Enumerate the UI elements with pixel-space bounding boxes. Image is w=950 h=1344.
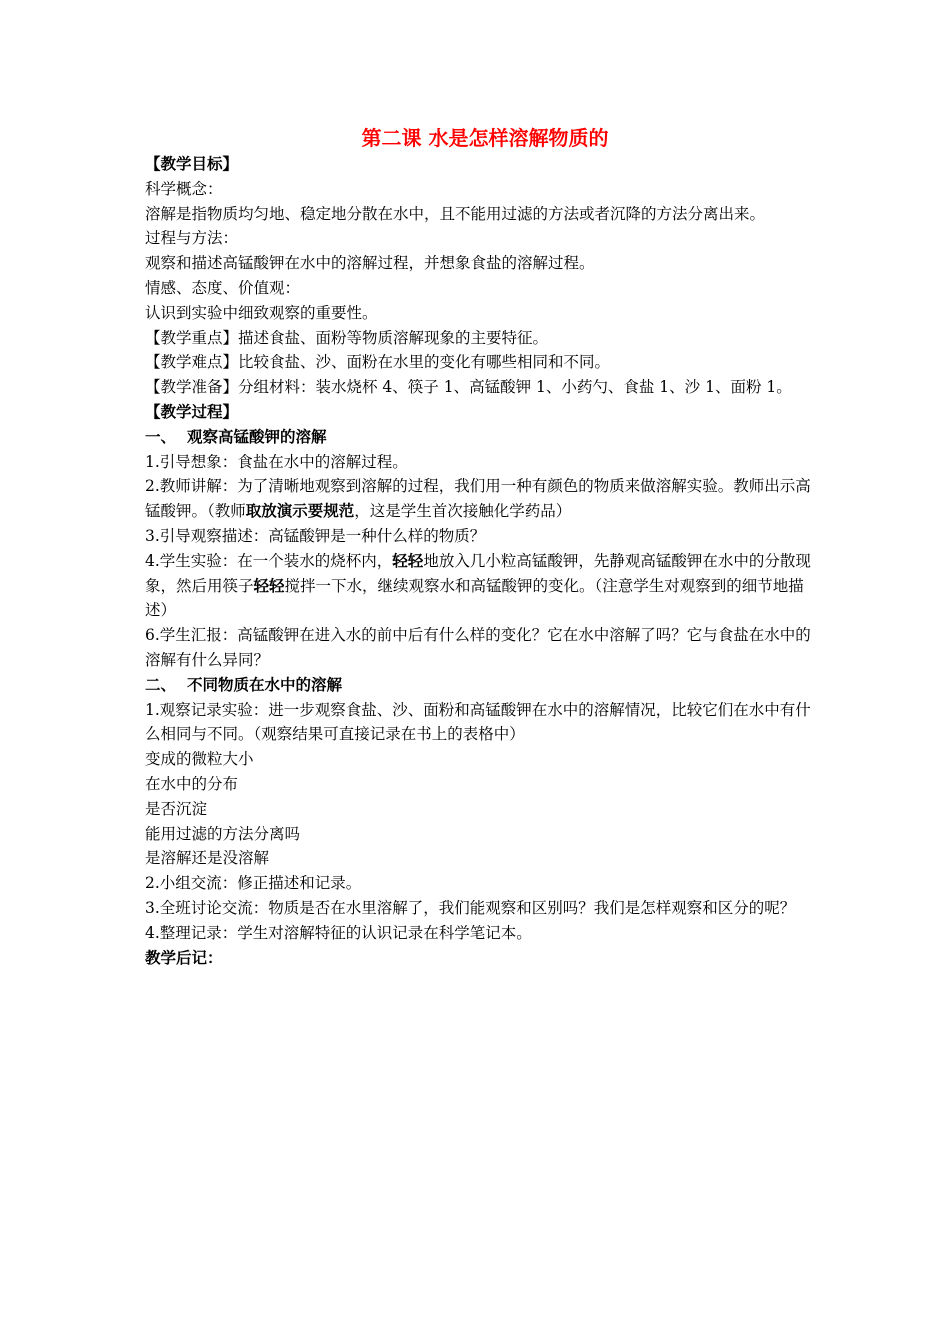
- section1-heading: [145, 425, 815, 450]
- attitude-text: 认识到实验中细致观察的重要性。: [145, 303, 378, 322]
- objectives-heading: 【教学目标】: [145, 154, 239, 173]
- process-heading: 【教学过程】: [145, 401, 239, 421]
- table-row: 变成的微粒大小: [145, 750, 254, 769]
- table-row: 是溶解还是没溶解: [145, 849, 270, 868]
- step4-emphasis-1: 轻轻: [392, 550, 424, 570]
- section2-step3: 3.全班讨论交流：物质是否在水里溶解了，我们能观察和区别吗？我们是怎样观察和区分的呢？: [145, 898, 796, 917]
- section2-step2: 2.小组交流：修正描述和记录。: [145, 874, 362, 893]
- section1-step1: 1.引导想象：食盐在水中的溶解过程。: [145, 452, 408, 471]
- section1-step4: [145, 549, 815, 623]
- document-page: [145, 124, 815, 970]
- step2-text-a: 2.教师讲解：为了清晰地观察到溶解的过程，我们用一种有颜色的物质来做溶解实验。教师出示高锰酸钾。（教师: [145, 477, 811, 521]
- difficulty: 【教学难点】比较食盐、沙、面粉在水里的变化有哪些相同和不同。: [145, 353, 611, 372]
- section2-heading: [145, 673, 815, 698]
- key-point: 【教学重点】描述食盐、面粉等物质溶解现象的主要特征。: [145, 328, 549, 347]
- section1-title: 观察高锰酸钾的溶解: [187, 426, 327, 446]
- attitude-label: 情感、态度、价值观：: [145, 278, 301, 297]
- concept-label: 科学概念：: [145, 179, 223, 198]
- step4-text-b: 地放入几小粒高锰酸钾，先静观高锰酸钾在水中的分散现象，然后用筷子: [145, 551, 811, 595]
- step4-text-a: 4.学生实验：在一个装水的烧杯内，: [145, 551, 393, 570]
- step4-text-c: 搅拌一下水，继续观察水和高锰酸钾的变化。（注意学生对观察到的细节地描述）: [145, 576, 804, 620]
- section2-number: 二、: [145, 674, 177, 694]
- step2-emphasis: 取放演示要规范: [245, 501, 355, 521]
- section1-step3: 3.引导观察描述：高锰酸钾是一种什么样的物质？: [145, 526, 486, 545]
- lesson-title: 第二课 水是怎样溶解物质的: [361, 126, 609, 150]
- section1-step2: [145, 474, 815, 524]
- concept-text: 溶解是指物质均匀地、稳定地分散在水中，且不能用过滤的方法或者沉降的方法分离出来。: [145, 204, 766, 223]
- process-text: 观察和描述高锰酸钾在水中的溶解过程，并想象食盐的溶解过程。: [145, 254, 595, 273]
- table-row: 能用过滤的方法分离吗: [145, 824, 301, 843]
- section2-title: 不同物质在水中的溶解: [187, 674, 343, 694]
- section2-step1: 1.观察记录实验：进一步观察食盐、沙、面粉和高锰酸钾在水中的溶解情况，比较它们在水中有什么相同与不同。（观察结果可直接记录在书上的表格中）: [145, 700, 811, 744]
- section1-number: 一、: [145, 426, 177, 446]
- postscript-label: 教学后记：: [145, 947, 223, 967]
- section2-step4: 4.整理记录：学生对溶解特征的认识记录在科学笔记本。: [145, 923, 532, 942]
- step4-emphasis-2: 轻轻: [253, 575, 285, 595]
- step2-text-b: ，这是学生首次接触化学药品）: [354, 502, 572, 521]
- table-row: 是否沉淀: [145, 799, 208, 818]
- section1-step6: 6.学生汇报：高锰酸钾在进入水的前中后有什么样的变化？它在水中溶解了吗？它与食盐在水中的溶解有什么异同？: [145, 626, 811, 669]
- table-row: 在水中的分布: [145, 774, 239, 793]
- preparation: 【教学准备】分组材料：装水烧杯 4、筷子 1、高锰酸钾 1、小药勺、食盐 1、沙 1、面粉 1。: [145, 378, 792, 397]
- process-label: 过程与方法：: [145, 229, 239, 248]
